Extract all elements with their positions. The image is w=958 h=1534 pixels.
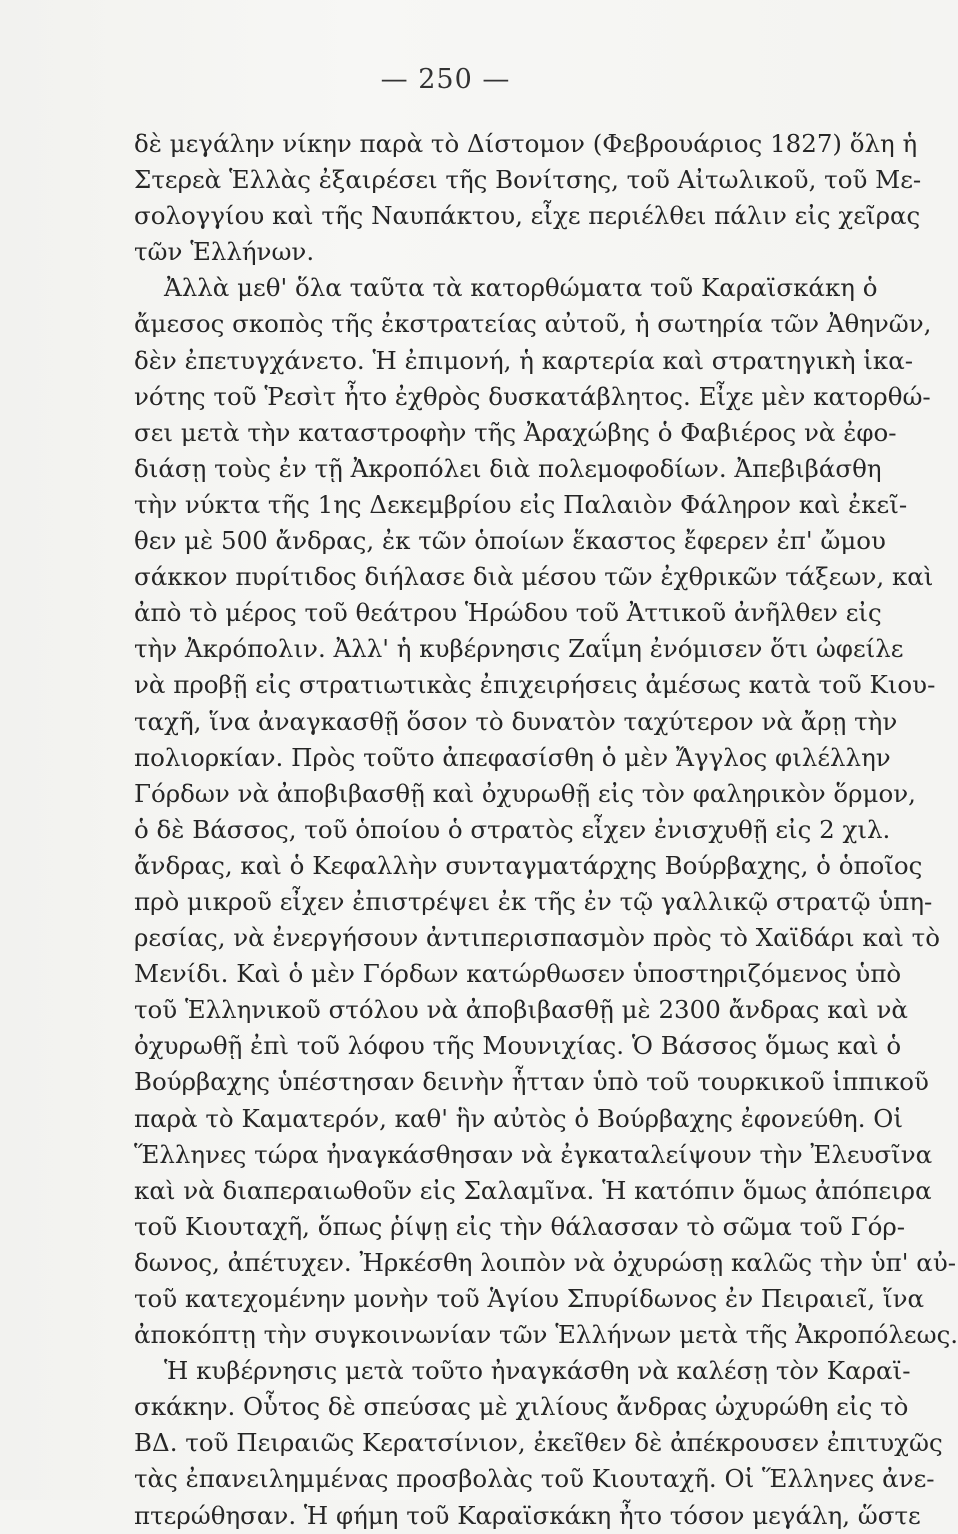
body-text [134,126,958,1534]
text-line: τὰς ἐπανειλημμένας προσβολὰς τοῦ Κιουταχῆ. Οἱ Ἕλληνες ἀνε- [134,1464,935,1494]
text-line: σκάκην. Οὗτος δὲ σπεύσας μὲ χιλίους ἄνδρας ὠχυρώθη εἰς τὸ [134,1392,909,1422]
text-line: παρὰ τὸ Καματερόν, καθ' ἣν αὐτὸς ὁ Βούρβαχης ἐφονεύθη. Οἱ [134,1103,903,1133]
text-line: Στερεὰ Ἑλλὰς ἐξαιρέσει τῆς Βονίτσης, τοῦ Αἰτωλικοῦ, τοῦ Με- [134,165,922,195]
text-line: δωνος, ἀπέτυχεν. Ἠρκέσθη λοιπὸν νὰ ὀχυρώσῃ καλῶς τὴν ὑπ' αὐ- [134,1247,956,1277]
text-line: τὴν Ἀκρόπολιν. Ἀλλ' ἡ κυβέρνησις Ζαΐμη ἐνόμισεν ὅτι ὠφείλε [134,634,904,664]
text-line: ρεσίας, νὰ ἐνεργήσουν ἀντιπερισπασμὸν πρὸς τὸ Χαϊδάρι καὶ τὸ [134,923,940,953]
text-line: πτερώθησαν. Ἡ φήμη τοῦ Καραϊσκάκη ἦτο τόσον μεγάλη, ὥστε [134,1500,921,1530]
text-line: τῶν Ἑλλήνων. [134,237,315,267]
text-line: τὴν νύκτα τῆς 1ης Δεκεμβρίου εἰς Παλαιὸν Φάληρον καὶ ἐκεῖ- [134,489,908,519]
text-line: Ἀλλὰ μεθ' ὅλα ταῦτα τὰ κατορθώματα τοῦ Καραϊσκάκη ὁ [164,273,878,303]
text-line: ἄμεσος σκοπὸς τῆς ἐκστρατείας αὐτοῦ, ἡ σωτηρία τῶν Ἀθηνῶν, [134,309,932,339]
text-line: ὀχυρωθῇ ἐπὶ τοῦ λόφου τῆς Μουνιχίας. Ὁ Βάσσος ὅμως καὶ ὁ [134,1031,902,1061]
text-line: σάκκον πυρίτιδος διήλασε διὰ μέσου τῶν ἐχθρικῶν τάξεων, καὶ [134,562,934,592]
text-line: ὁ δὲ Βάσσος, τοῦ ὁποίου ὁ στρατὸς εἶχεν ἐνισχυθῇ εἰς 2 χιλ. [134,814,891,844]
text-line: σει μετὰ τὴν καταστροφὴν τῆς Ἀραχώβης ὁ Φαβιέρος νὰ ἐφο- [134,417,897,447]
text-line: δὲν ἐπετυγχάνετο. Ἡ ἐπιμονή, ἡ καρτερία καὶ στρατηγικὴ ἱκα- [134,345,914,375]
text-line: Γόρδων νὰ ἀποβιβασθῇ καὶ ὀχυρωθῇ εἰς τὸν φαληρικὸν ὅρμον, [134,778,916,808]
text-line: ΒΔ. τοῦ Πειραιῶς Κερατσίνιον, ἐκεῖθεν δὲ ἀπέκρουσεν ἐπιτυχῶς [134,1428,943,1458]
text-line: τοῦ Ἑλληνικοῦ στόλου νὰ ἀποβιβασθῇ μὲ 2300 ἄνδρας καὶ νὰ [134,995,908,1025]
text-line: τοῦ κατεχομένην μονὴν τοῦ Ἁγίου Σπυρίδωνος ἐν Πειραιεῖ, ἵνα [134,1284,925,1313]
text-line: ταχῆ, ἵνα ἀναγκασθῇ ὅσον τὸ δυνατὸν ταχύτερον νὰ ἄρῃ τὴν [134,706,898,736]
text-line: διάσῃ τοὺς ἐν τῇ Ἀκροπόλει διὰ πολεμοφοδίων. Ἀπεβιβάσθη [134,453,882,483]
text-line: Ἡ κυβέρνησις μετὰ τοῦτο ἠναγκάσθη νὰ καλέσῃ τὸν Καραϊ- [164,1356,911,1386]
text-line: νὰ προβῇ εἰς στρατιωτικὰς ἐπιχειρήσεις ἀμέσως κατὰ τοῦ Κιου- [134,670,936,700]
page-number: — 250 — [380,64,511,95]
text-line: πολιορκίαν. Πρὸς τοῦτο ἀπεφασίσθη ὁ μὲν Ἄγγλος φιλέλλην [134,742,891,772]
text-line: σολογγίου καὶ τῆς Ναυπάκτου, εἶχε περιέλθει πάλιν εἰς χεῖρας [134,201,921,231]
text-line: τοῦ Κιουταχῆ, ὅπως ῥίψῃ εἰς τὴν θάλασσαν τὸ σῶμα τοῦ Γόρ- [134,1211,905,1241]
text-line: νότης τοῦ Ῥεσὶτ ἦτο ἐχθρὸς δυσκατάβλητος. Εἶχε μὲν κατορθώ- [134,381,931,411]
text-line: ἀποκόπτῃ τὴν συγκοινωνίαν τῶν Ἑλλήνων μετὰ τῆς Ἀκροπόλεως. [134,1320,958,1350]
text-line: ἄνδρας, καὶ ὁ Κεφαλλὴν συνταγματάρχης Βούρβαχης, ὁ ὁποῖος [134,850,923,880]
text-line: Ἕλληνες τώρα ἠναγκάσθησαν νὰ ἐγκαταλείψουν τὴν Ἐλευσῖνα [134,1139,933,1169]
text-line: δὲ μεγάλην νίκην παρὰ τὸ Δίστομον (Φεβρουάριος 1827) ὅλη ἡ [134,129,918,158]
text-line: καὶ νὰ διαπεραιωθοῦν εἰς Σαλαμῖνα. Ἡ κατόπιν ὅμως ἀπόπειρα [134,1175,932,1205]
text-line: θεν μὲ 500 ἄνδρας, ἐκ τῶν ὁποίων ἕκαστος ἔφερεν ἐπ' ὤμου [134,526,886,556]
text-line: Μενίδι. Καὶ ὁ μὲν Γόρδων κατώρθωσεν ὑποστηριζόμενος ὑπὸ [134,959,902,989]
text-line: πρὸ μικροῦ εἶχεν ἐπιστρέψει ἐκ τῆς ἐν τῷ γαλλικῷ στρατῷ ὑπη- [134,886,933,916]
text-line: ἀπὸ τὸ μέρος τοῦ θεάτρου Ἡρώδου τοῦ Ἀττικοῦ ἀνῆλθεν εἰς [134,598,882,628]
text-line: Βούρβαχης ὑπέστησαν δεινὴν ἧτταν ὑπὸ τοῦ τουρκικοῦ ἱππικοῦ [134,1067,929,1097]
